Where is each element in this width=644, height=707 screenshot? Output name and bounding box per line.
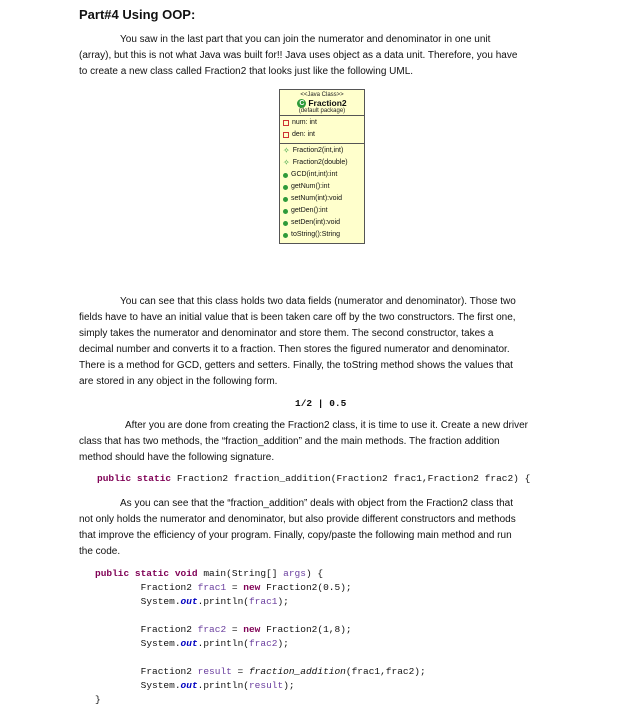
code-variable: frac1 [248, 596, 278, 607]
uml-package: (default package) [298, 108, 346, 114]
text-line: You can see that this class holds two data fields (numerator and denominator). Those two [120, 296, 516, 307]
constructor-label: Fraction2(int,int) [292, 147, 344, 154]
method-label: getNum():int [291, 183, 330, 190]
text-line: simply takes the numerator and denominator and store them. The second constructor, takes a [79, 328, 494, 339]
keyword: new [243, 582, 261, 593]
uml-operations [280, 144, 364, 243]
code-text: System. [140, 638, 181, 649]
code-line [118, 666, 426, 677]
public-method-icon [283, 209, 288, 214]
code-line [118, 582, 352, 593]
code-field: out [180, 680, 198, 691]
intro-paragraph [79, 32, 517, 80]
code-line [118, 624, 352, 635]
uml-method [280, 217, 364, 229]
code-line [118, 596, 289, 607]
description-paragraph [79, 294, 516, 390]
text-line: method should have the following signature. [79, 452, 275, 463]
code-text: .println( [197, 638, 249, 649]
field-label: den: int [292, 131, 315, 138]
section-heading: Part#4 Using OOP: [79, 7, 196, 22]
text-line: You saw in the last part that you can join the numerator and denominator in one unit [120, 34, 491, 45]
code-variable: frac2 [248, 638, 278, 649]
text-line: After you are done from creating the Fraction2 class, it is time to use it. Create a new driver [125, 420, 528, 431]
signature-text: Fraction2 fraction_addition(Fraction2 frac1,Fraction2 frac2) { [171, 473, 531, 484]
code-line [118, 680, 295, 691]
method-label: setNum(int):void [291, 195, 342, 202]
keyword: public static [97, 473, 172, 484]
uml-constructor [280, 157, 364, 169]
text-line: that improve the efficiency of your program. Finally, copy/paste the following main method and run [79, 530, 512, 541]
code-text: Fraction2 [140, 624, 198, 635]
public-method-icon [283, 197, 288, 202]
code-variable: args [283, 568, 306, 579]
code-text: main(String[] [197, 568, 284, 579]
driver-paragraph [79, 418, 528, 466]
code-variable: result [248, 680, 284, 691]
code-text: Fraction2(0.5); [260, 582, 352, 593]
uml-constructor [280, 145, 364, 157]
code-text: = [226, 582, 244, 593]
code-field: out [180, 596, 198, 607]
code-text: .println( [197, 680, 249, 691]
uml-method [280, 193, 364, 205]
code-close-brace: } [95, 694, 101, 705]
keyword: public static void [95, 568, 198, 579]
method-label: GCD(int,int):int [291, 171, 338, 178]
public-method-icon [283, 173, 288, 178]
constructor-icon: ✧ [283, 146, 290, 155]
code-text: ); [283, 680, 295, 691]
uml-stereotype: <<Java Class>> [300, 92, 344, 98]
code-text: Fraction2 [140, 666, 198, 677]
method-signature [97, 472, 530, 486]
constructor-icon: ✧ [283, 158, 290, 167]
text-line: decimal number and converts it to a fraction. Then stores the figured numerator and denominator. [79, 344, 510, 355]
field-label: num: int [292, 119, 317, 126]
text-line: not only holds the numerator and denominator, but also provide different constructors and methods [79, 514, 516, 525]
code-text: ); [277, 596, 289, 607]
uml-fields [280, 116, 364, 144]
code-variable: result [197, 666, 232, 677]
uml-class-name: Fraction2 [308, 98, 347, 108]
class-icon: C [299, 99, 305, 107]
code-text: (frac1,frac2); [345, 666, 426, 677]
text-line: are stored in any object in the following form. [79, 376, 278, 387]
code-text: System. [140, 680, 181, 691]
keyword: new [243, 624, 261, 635]
code-line [118, 638, 289, 649]
uml-class-diagram [279, 89, 365, 244]
uml-field [280, 129, 364, 141]
method-label: setDen(int):void [291, 219, 341, 226]
code-variable: frac2 [197, 624, 227, 635]
code-field: out [180, 638, 198, 649]
text-line: As you can see that the “fraction_addition” deals with object from the Fraction2 class that [120, 498, 513, 509]
private-field-icon [283, 120, 289, 126]
code-text: .println( [197, 596, 249, 607]
uml-method [280, 181, 364, 193]
code-text: = [226, 624, 244, 635]
private-field-icon [283, 132, 289, 138]
code-text: System. [140, 596, 181, 607]
text-line: fields have to have an initial value that is been taken care off by the two constructors. The first one, [79, 312, 516, 323]
uml-class-name-row [280, 98, 364, 108]
method-label: toString():String [291, 231, 341, 238]
uml-header [280, 90, 364, 116]
method-label: getDen():int [291, 207, 328, 214]
public-method-icon [283, 185, 288, 190]
text-line: the code. [79, 546, 121, 557]
uml-method [280, 229, 364, 241]
main-method-code [95, 567, 426, 707]
explanation-paragraph [79, 496, 516, 560]
code-variable: frac1 [197, 582, 227, 593]
uml-field [280, 117, 364, 129]
code-method-call: fraction_addition [248, 666, 346, 677]
public-method-icon [283, 233, 288, 238]
code-text: ) { [305, 568, 324, 579]
text-line: (array), but this is not what Java was built for!! Java uses object as a data unit. Therefore, you have [79, 50, 518, 61]
text-line: class that has two methods, the “fraction_addition” and the main methods. The fraction addition [79, 436, 500, 447]
uml-method [280, 205, 364, 217]
code-text: ); [277, 638, 289, 649]
uml-method [280, 169, 364, 181]
code-text: Fraction2(1,8); [260, 624, 352, 635]
code-text: Fraction2 [140, 582, 198, 593]
constructor-label: Fraction2(double) [292, 159, 348, 166]
public-method-icon [283, 221, 288, 226]
code-text: = [231, 666, 249, 677]
text-line: There is a method for GCD, getters and setters. Finally, the toString method shows the values that [79, 360, 513, 371]
text-line: to create a new class called Fraction2 that looks just like the following UML. [79, 66, 414, 77]
form-example: 1/2 | 0.5 [295, 398, 347, 409]
